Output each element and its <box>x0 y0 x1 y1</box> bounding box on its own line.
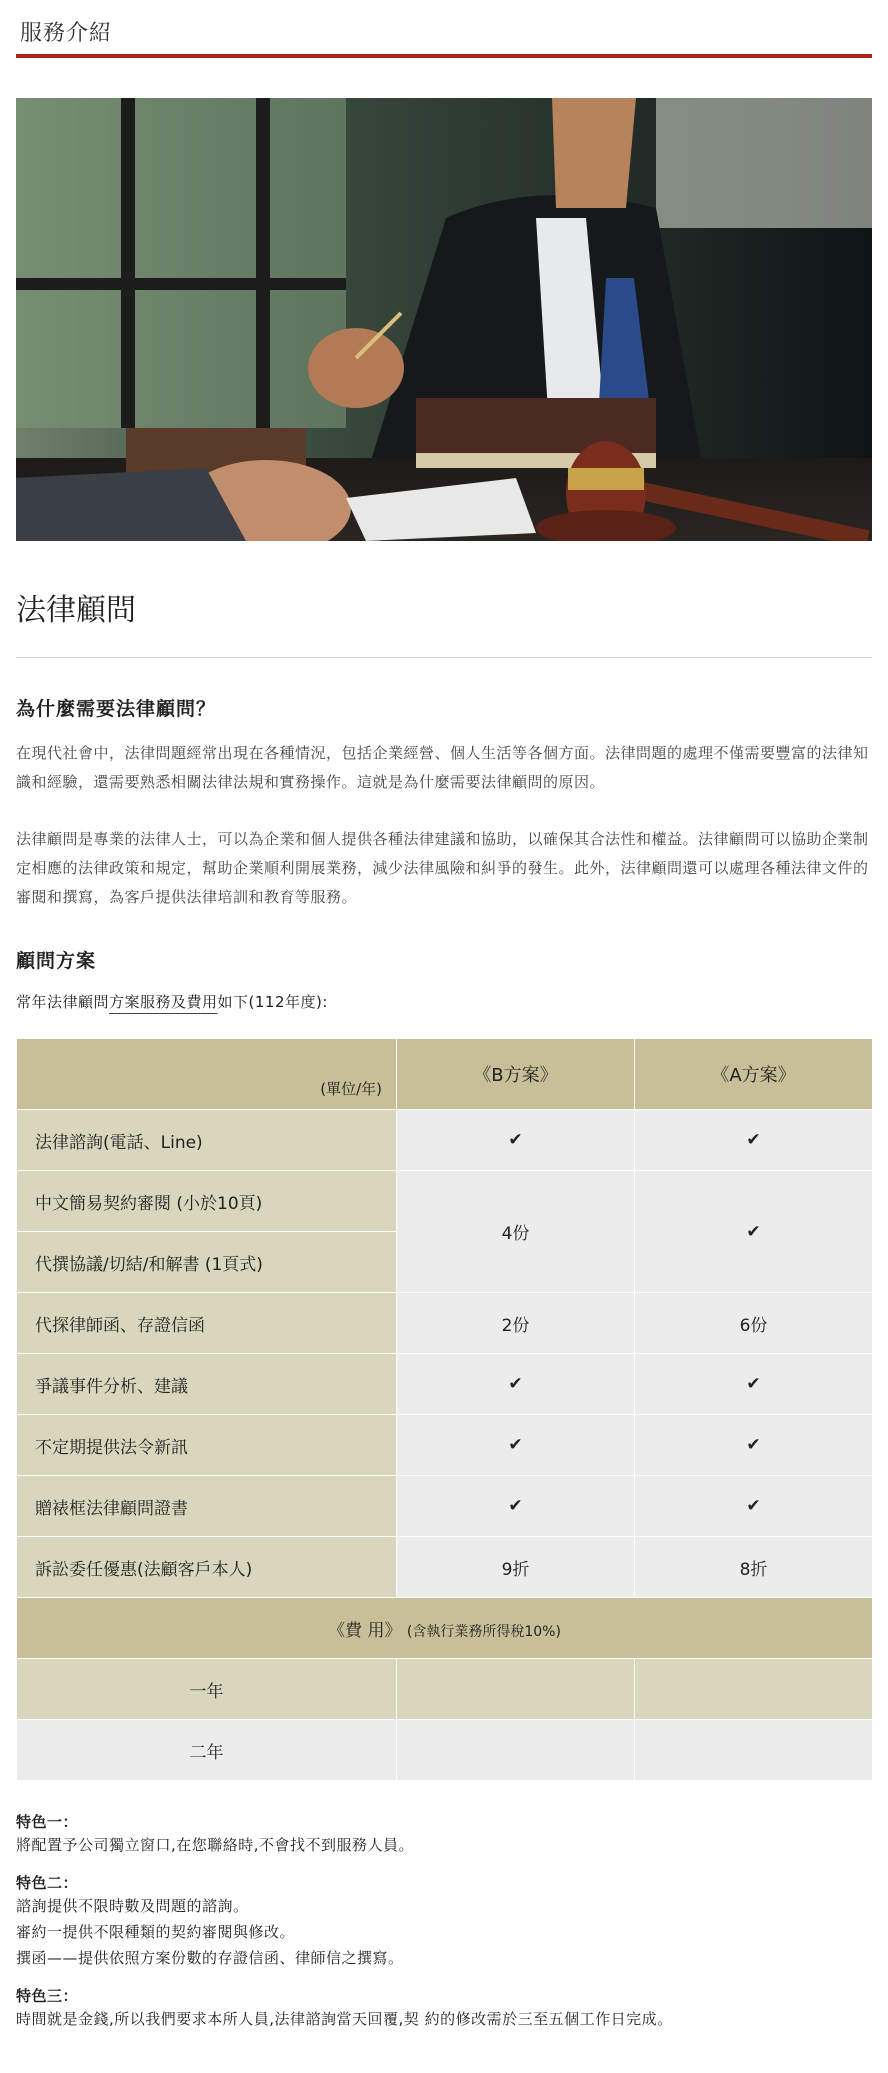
page-title: 服務介紹 <box>20 21 113 46</box>
plan-a-header: 《A方案》 <box>635 1039 873 1110</box>
fee-header-row <box>17 1598 873 1659</box>
check-icon: ✔ <box>397 1354 635 1415</box>
plans-intro-c: 如下(112年度): <box>217 993 328 1011</box>
unit-label: (單位/年) <box>17 1039 397 1110</box>
feature-line: 諮詢提供不限時數及問題的諮詢。 <box>16 1897 249 1915</box>
why-paragraph-2: 法律顧問是專業的法律人士，可以為企業和個人提供各種法律建議和協助，以確保其合法性和權益。法律顧問可以協助企業制定相應的法律政策和規定，幫助企業順利開展業務，減少法律風險和糾爭的發生。此外，法律顧問還可以處理各種法律文件的審閱和撰寫，為客戶提供法律培訓和教育等服務。 <box>16 830 869 906</box>
row-label: 代探律師函、存證信函 <box>17 1293 397 1354</box>
plans-table <box>16 1038 873 1781</box>
check-icon: ✔ <box>635 1476 873 1537</box>
row-label: 法律諮詢(電話、Line) <box>17 1110 397 1171</box>
why-paragraph-1: 在現代社會中，法律問題經常出現在各種情況，包括企業經營、個人生活等各個方面。法律問題的處理不僅需要豐富的法律知識和經驗，還需要熟悉相關法律法規和實務操作。這就是為什麼需要法律顧問的原因。 <box>16 744 869 791</box>
cell-value: 8折 <box>635 1537 873 1598</box>
cell-value <box>397 1720 635 1781</box>
table-row <box>17 1476 873 1537</box>
why-heading: 為什麼需要法律顧問？ <box>16 698 217 720</box>
fee-title: 《費 用》 <box>328 1620 402 1641</box>
section-title: 法律顧問 <box>16 585 872 658</box>
table-row <box>17 1659 873 1720</box>
check-icon: ✔ <box>635 1171 873 1293</box>
plans-intro <box>16 991 872 1012</box>
features <box>16 1811 872 2032</box>
cell-value <box>635 1720 873 1781</box>
table-row <box>17 1354 873 1415</box>
feature-line: 時間就是金錢,所以我們要求本所人員,法律諮詢當天回覆,契 約的修改需於三至五個工作日完成。 <box>16 2010 673 2028</box>
hero-photo <box>16 98 872 541</box>
plans-heading: 顧問方案 <box>16 950 97 972</box>
feature-2-title: 特色二： <box>16 1874 79 1892</box>
table-row <box>17 1171 873 1232</box>
check-icon: ✔ <box>397 1415 635 1476</box>
plans-intro-a: 常年法律顧問 <box>16 993 110 1011</box>
cell-value <box>635 1659 873 1720</box>
cell-value: 4份 <box>397 1171 635 1293</box>
table-row <box>17 1720 873 1781</box>
table-header-row <box>17 1039 873 1110</box>
fee-note: (含執行業務所得稅10%) <box>406 1623 561 1640</box>
check-icon: ✔ <box>635 1110 873 1171</box>
feature-line: 將配置予公司獨立窗口,在您聯絡時,不會找不到服務人員。 <box>16 1836 415 1854</box>
feature-1-title: 特色一： <box>16 1813 79 1831</box>
table-row <box>17 1415 873 1476</box>
table-row <box>17 1110 873 1171</box>
page-header <box>16 0 872 58</box>
cell-value: 2份 <box>397 1293 635 1354</box>
check-icon: ✔ <box>397 1110 635 1171</box>
plan-b-header: 《B方案》 <box>397 1039 635 1110</box>
hero-image <box>16 98 872 541</box>
year-1-label: 一年 <box>17 1659 397 1720</box>
cell-value: 9折 <box>397 1537 635 1598</box>
table-row <box>17 1293 873 1354</box>
feature-line: 審約一提供不限種類的契約審閱與修改。 <box>16 1923 296 1941</box>
check-icon: ✔ <box>635 1354 873 1415</box>
year-2-label: 二年 <box>17 1720 397 1781</box>
feature-3-title: 特色三： <box>16 1987 79 2005</box>
check-icon: ✔ <box>635 1415 873 1476</box>
row-label: 中文簡易契約審閱 (小於10頁) <box>17 1171 397 1232</box>
cell-value <box>397 1659 635 1720</box>
row-label: 不定期提供法令新訊 <box>17 1415 397 1476</box>
feature-line: 撰函——提供依照方案份數的存證信函、律師信之撰寫。 <box>16 1949 404 1967</box>
row-label: 爭議事件分析、建議 <box>17 1354 397 1415</box>
row-label: 贈裱框法律顧問證書 <box>17 1476 397 1537</box>
cell-value: 6份 <box>635 1293 873 1354</box>
plans-intro-underlined: 方案服務及費用 <box>109 993 218 1011</box>
row-label: 代撰協議/切結/和解書 (1頁式) <box>17 1232 397 1293</box>
table-row <box>17 1537 873 1598</box>
fee-header <box>17 1598 873 1659</box>
check-icon: ✔ <box>397 1476 635 1537</box>
page-container <box>16 0 872 2032</box>
row-label: 訴訟委任優惠(法顧客戶本人) <box>17 1537 397 1598</box>
